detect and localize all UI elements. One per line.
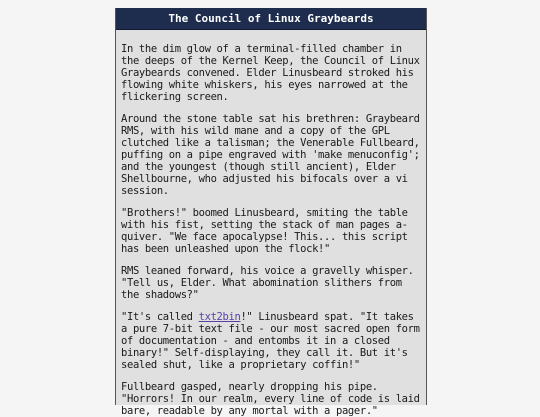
txt2bin-link[interactable]: txt2bin <box>198 311 241 323</box>
paragraph-text-before-link: "It's called <box>121 311 199 323</box>
page-title: The Council of Linux Graybeards <box>116 8 426 30</box>
story-paragraph-1: In the dim glow of a terminal-filled chamber in the deeps of the Kernel Keep, the Council of Linux Graybeards convened. Elder Linusbeard stroked his flowing white whiskers, his eyes narrowed at the flickering screen. <box>121 43 420 103</box>
document-page <box>115 8 427 417</box>
story-paragraph-3: "Brothers!" boomed Linusbeard, smiting the table with his fist, setting the stack of man pages a-quiver. "We face apocalypse! This... this script has been unleashed upon the flock!" <box>121 207 408 255</box>
story-paragraph-4: RMS leaned forward, his voice a gravelly whisper. "Tell us, Elder. What abomination slithers from the shadows?" <box>121 265 414 301</box>
story-paragraph-2: Around the stone table sat his brethren: Graybeard RMS, with his wild mane and a copy of the GPL clutched like a talisman; the Venerable Fullbeard, puffing on a pipe engraved with 'make menuconfig'; and the youngest (though still ancient), Elder Shellbourne, who adjusted his bifocals over a vi session. <box>121 113 420 197</box>
story-content <box>116 30 426 417</box>
story-paragraph-5 <box>121 311 421 371</box>
paragraph-text-after-link: !" Linusbeard spat. "It takes a pure 7-bit text file - our most sacred open form of documentation - and entombs it in a closed binary!" Self-displaying, they call it. But it's sealed shut, like a proprietary coffin!" <box>121 311 420 371</box>
story-paragraph-6: Fullbeard gasped, nearly dropping his pipe. "Horrors! In our realm, every line of code is laid bare, readable by any mortal with a pager." <box>121 381 420 417</box>
